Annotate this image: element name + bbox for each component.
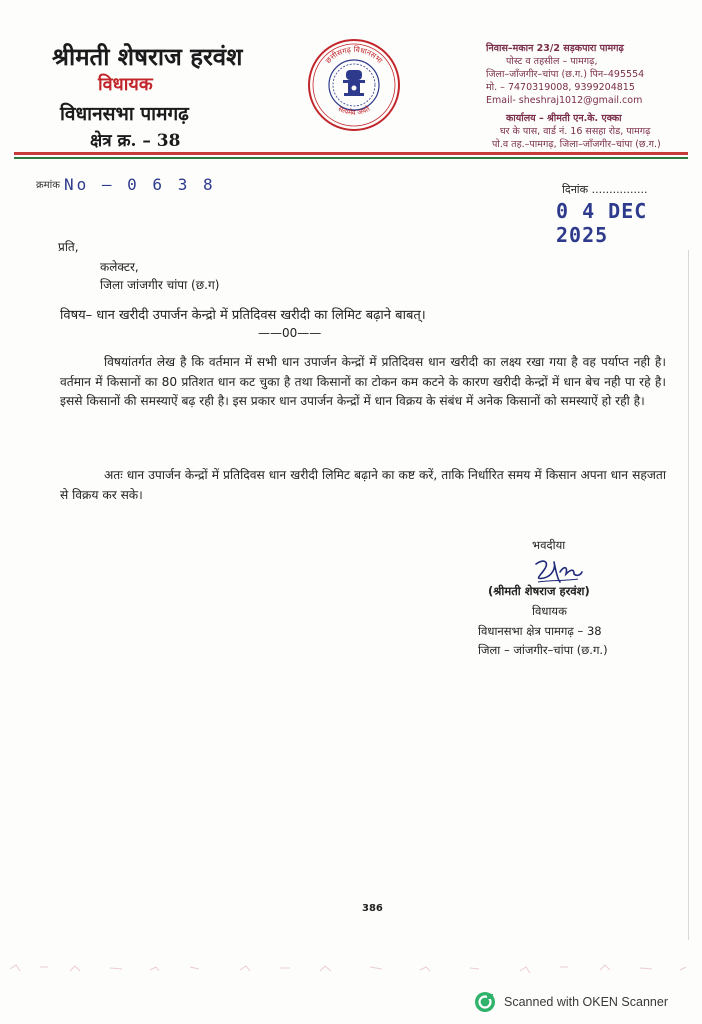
residence-phone: मो. – 7470319008, 9399204815 (486, 82, 635, 93)
svg-text:छत्तीसगढ़ विधानसभा (324, 45, 385, 66)
office-line: पो.व तह.–पामगढ़, जिला–जाँजगीर–चांपा (छ.ग.) (492, 139, 661, 150)
residence-address-block (486, 42, 644, 107)
mla-name-heading: श्रीमती शेषराज हरवंश (52, 42, 243, 71)
seal-motto-text: सत्यमेव जयते (336, 104, 372, 117)
scan-bleed-through (0, 955, 702, 985)
addressee-prefix: प्रति, (58, 240, 79, 254)
letter-subject: विषय– धान खरीदी उपार्जन केन्द्रो में प्रतिदिवस खरीदी का लिमिट बढ़ाने बाबत्। (60, 308, 426, 323)
constituency-number-heading: क्षेत्र क्र. – 38 (90, 131, 181, 151)
addressee-district: जिला जांजगीर चांपा (छ.ग) (100, 278, 220, 292)
closing-salutation: भवदीया (532, 538, 566, 552)
date-label: दिनांक ................ (562, 183, 648, 196)
residence-line: निवास–मकान 23/2 सड़कपारा पामगढ़ (486, 43, 624, 54)
dispatch-number-label: क्रमांक (36, 180, 60, 191)
signatory-role: विधायक (532, 604, 567, 618)
svg-text:सत्यमेव जयते (337, 104, 373, 117)
scanner-label: Scanned with OKEN Scanner (504, 995, 668, 1009)
dispatch-number-stamp: No — 0 6 3 8 (64, 175, 216, 194)
subject-separator: ——00—— (258, 326, 322, 340)
mla-role-heading: विधायक (98, 74, 153, 95)
scanner-logo-icon (474, 991, 496, 1013)
body-paragraph: विषयांतर्गत लेख है कि वर्तमान में सभी धान उपार्जन केन्द्रों में प्रतिदिवस धान खरीदी का लक्ष्य रखा गया है वह पर्याप्त नही है। वर्तमान में किसानों का 80 प्रतिशत धान कट चुका है तथा किसानों का टोकन कम कटने के कारण खरीदी केन्द्रों में धान बेच नही पा रहे है। इससे किसानों की समस्याऐं बढ़ रही है। इस प्रकार धान उपार्जन केन्द्रों में धान विक्रय के संबंध में अनेक किसानों को समस्याऐं हो रही है। (60, 355, 666, 408)
date-stamp: 0 4 DEC 2025 (556, 199, 648, 247)
addressee-title: कलेक्टर, (100, 260, 139, 274)
scanner-watermark (474, 990, 668, 1014)
signatory-name: (श्रीमती शेषराज हरवंश) (488, 584, 590, 598)
residence-email: Email- sheshraj1012@gmail.com (486, 95, 643, 106)
office-address-block (486, 112, 661, 151)
letterhead-divider-green (14, 157, 688, 159)
signatory-district: जिला – जांजगीर–चांपा (छ.ग.) (478, 643, 608, 657)
handwritten-signature (530, 556, 602, 586)
signatory-constituency: विधानसभा क्षेत्र पामगढ़ – 38 (478, 624, 602, 638)
office-line: घर के पास, वार्ड नं. 16 ससहा रोड, पामगढ़ (500, 126, 651, 137)
assembly-heading: विधानसभा पामगढ़ (60, 103, 189, 125)
residence-line: जिला–जाँजगीर–चांपा (छ.ग.) पिन–495554 (486, 69, 645, 80)
residence-line: पोस्ट व तहसील – पामगढ़, (506, 56, 598, 67)
page-edge-line (688, 250, 689, 940)
page-number: 386 (362, 903, 383, 914)
office-line: कार्यालय – श्रीमती एन.के. एक्का (506, 113, 622, 124)
body-paragraph-request: अतः धान उपार्जन केन्द्रों में प्रतिदिवस धान खरीदी लिमिट बढ़ाने का कष्ट करें, ताकि निर्धारित समय में किसान अपना धान सहजता से विक्रय कर सके। (60, 468, 666, 502)
seal-top-text: छत्तीसगढ़ विधानसभा (323, 44, 385, 66)
letterhead-divider-red (14, 152, 688, 155)
assembly-seal-emblem (307, 36, 401, 134)
